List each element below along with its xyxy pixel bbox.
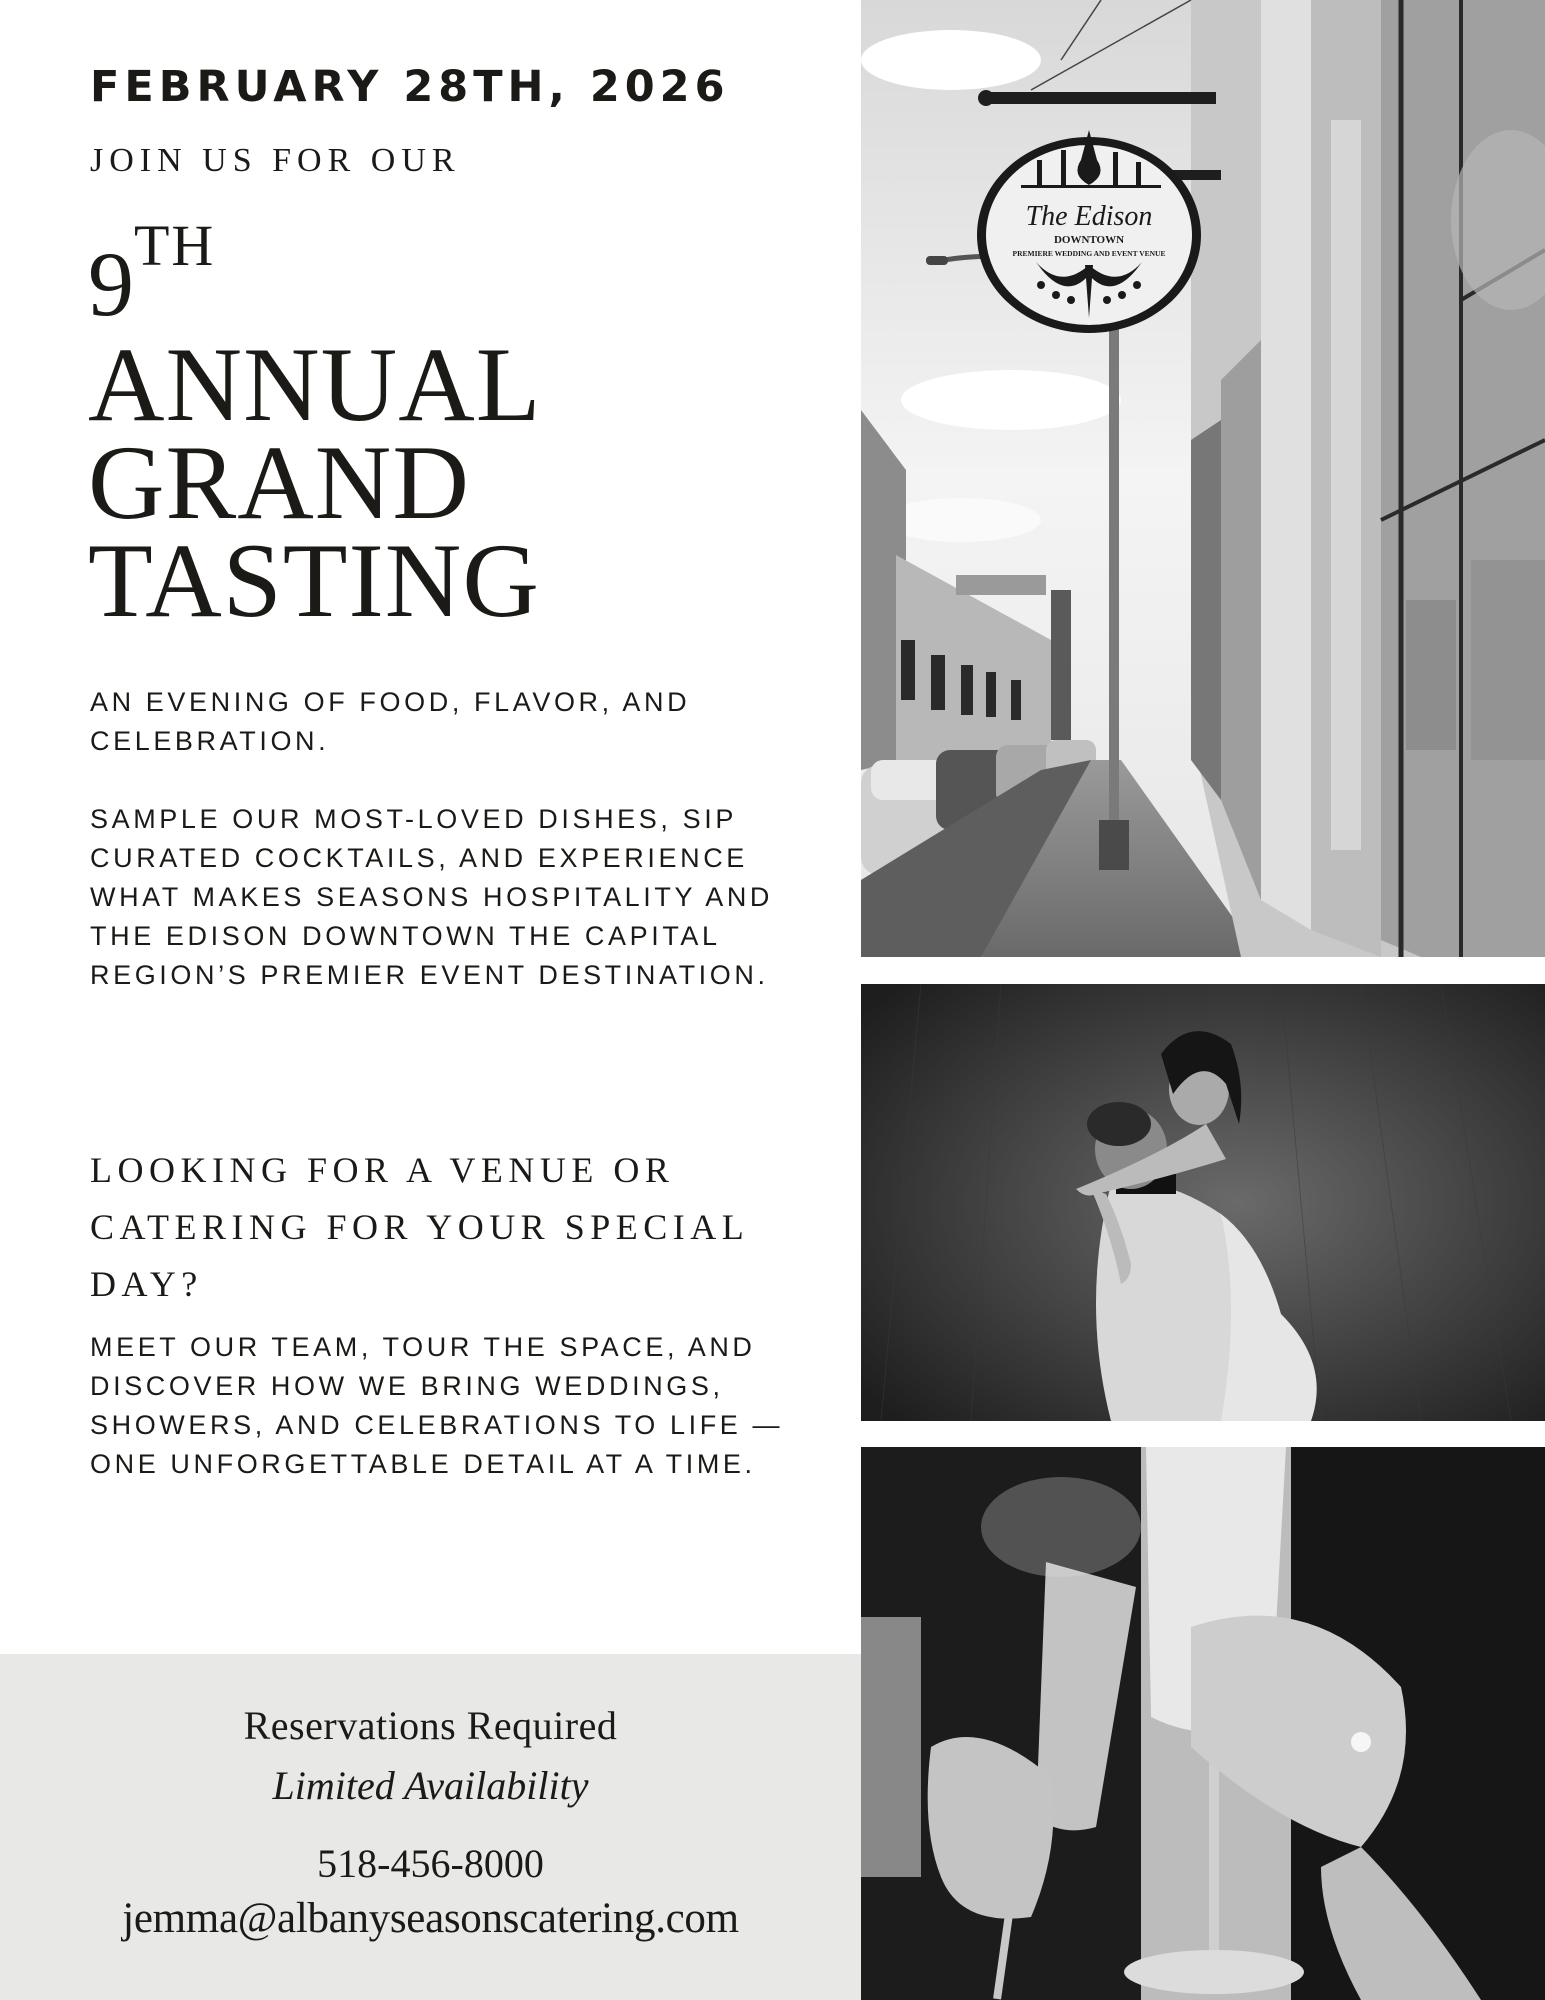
title-line-annual: ANNUAL [88,326,542,443]
title-line-tasting: TASTING [88,522,540,639]
street-photo [861,0,1545,957]
edition-number: 9 [88,233,134,335]
limited-availability: Limited Availability [272,1763,589,1808]
edition-ordinal [88,213,542,335]
sign-tagline-text: PREMIERE WEDDING AND EVENT VENUE [1012,249,1166,258]
couple-photo-image [861,984,1545,1421]
reservations-required: Reservations Required [243,1703,618,1748]
phone-number[interactable]: 518-456-8000 [317,1841,544,1886]
intro-text: AN EVENING OF FOOD, FLAVOR, AND CELEBRATION. [90,687,691,756]
champagne-toast-image [861,1447,1545,2000]
invite-line: JOIN US FOR OUR [90,142,461,179]
sign-downtown-text: DOWNTOWN [1053,234,1125,246]
venue-question-heading: LOOKING FOR A VENUE OR CATERING FOR YOUR SPECIAL DAY? [90,1150,748,1304]
email-address[interactable]: jemma@albanyseasonscatering.com [122,1895,739,1942]
street-photo-image [861,0,1545,957]
venue-details-text: MEET OUR TEAM, TOUR THE SPACE, AND DISCOVER HOW WE BRING WEDDINGS, SHOWERS, AND CELEBRATIONS TO LIFE — ONE UNFORGETTABLE DETAIL AT A TIME. [90,1332,784,1479]
title-line-grand: GRAND [88,424,470,541]
sample-text: SAMPLE OUR MOST-LOVED DISHES, SIP CURATED COCKTAILS, AND EXPERIENCE WHAT MAKES SEASONS HOSPITALITY AND THE EDISON DOWNTOWN THE CAPITAL REGION’S PREMIER EVENT DESTINATION. [90,804,774,990]
champagne-toast-photo [861,1447,1545,2000]
couple-photo [861,984,1545,1421]
event-date: FEBRUARY 28TH, 2026 [90,62,730,112]
event-title [88,213,542,639]
contact-panel [0,1654,861,2000]
sign-script-text: The Edison [1025,201,1153,232]
edition-suffix: TH [134,213,216,278]
